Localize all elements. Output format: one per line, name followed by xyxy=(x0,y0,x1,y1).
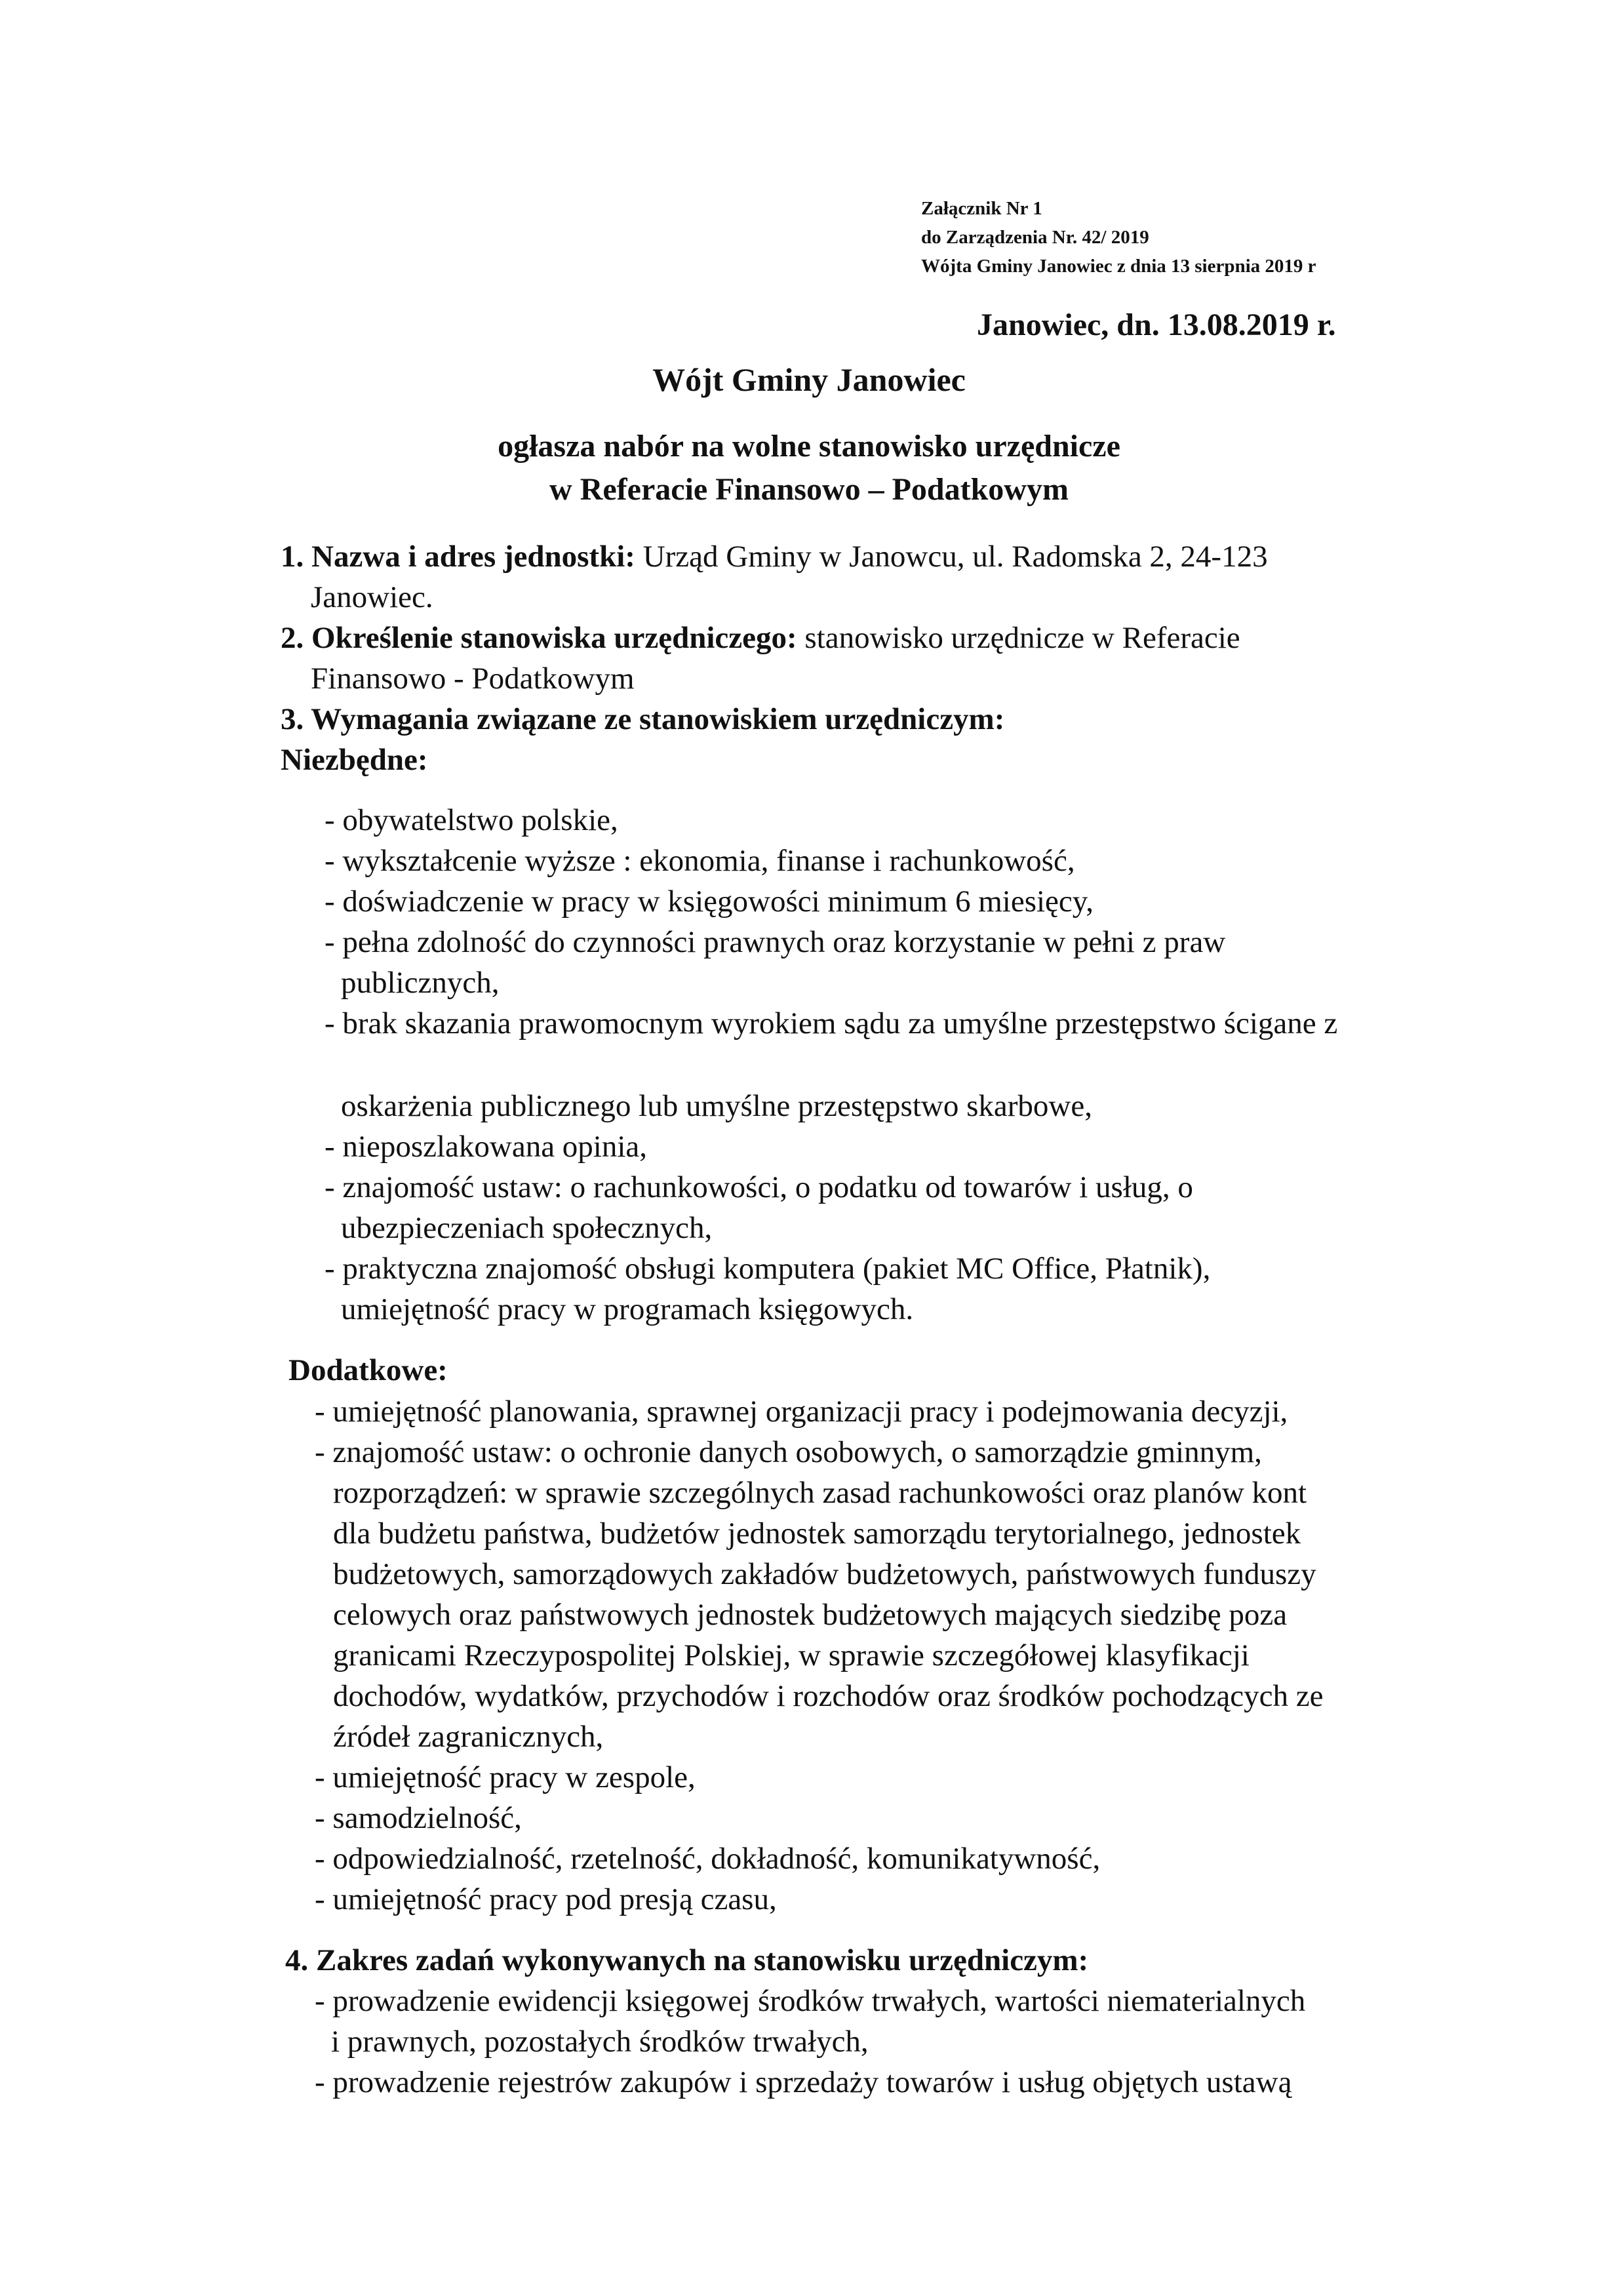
additional-item: - znajomość ustaw: o ochronie danych osobowych, o samorządzie gminnym, xyxy=(315,1435,1262,1469)
required-item: - znajomość ustaw: o rachunkowości, o podatku od towarów i usług, o xyxy=(325,1170,1193,1204)
attachment-note xyxy=(921,194,1316,281)
section-4-label: 4. Zakres zadań wykonywanych na stanowisku urzędniczym: xyxy=(285,1943,1089,1977)
required-item: - doświadczenie w pracy w księgowości minimum 6 miesięcy, xyxy=(325,884,1094,919)
section-1-text: Urząd Gminy w Janowcu, ul. Radomska 2, 24-123 xyxy=(635,540,1268,574)
required-item: - wykształcenie wyższe : ekonomia, finanse i rachunkowość, xyxy=(325,844,1075,878)
section-2-text: stanowisko urzędnicze w Referacie xyxy=(797,621,1240,655)
announcement-heading xyxy=(0,425,1618,511)
required-label: Niezbędne: xyxy=(281,743,428,777)
issuer-heading: Wójt Gminy Janowiec xyxy=(652,361,966,398)
additional-label: Dodatkowe: xyxy=(288,1353,448,1387)
additional-item-cont: budżetowych, samorządowych zakładów budżetowych, państwowych funduszy xyxy=(333,1557,1316,1591)
additional-item: - odpowiedzialność, rzetelność, dokładność, komunikatywność, xyxy=(315,1842,1101,1876)
required-item-cont: ubezpieczeniach społecznych, xyxy=(341,1211,713,1245)
section-2-line xyxy=(281,620,1240,656)
section-1-label: 1. Nazwa i adres jednostki: xyxy=(281,540,635,574)
additional-item: - umiejętność pracy w zespole, xyxy=(315,1760,696,1794)
task-item: - prowadzenie ewidencji księgowej środków trwałych, wartości niematerialnych xyxy=(315,1984,1306,2018)
additional-item-cont: celowych oraz państwowych jednostek budżetowych mających siedzibę poza xyxy=(333,1598,1288,1632)
section-2-text-cont: Finansowo - Podatkowym xyxy=(311,662,635,696)
section-3-label: 3. Wymagania związane ze stanowiskiem urzędniczym: xyxy=(281,702,1005,736)
attachment-line: do Zarządzenia Nr. 42/ 2019 xyxy=(921,227,1149,248)
additional-item: - umiejętność pracy pod presją czasu, xyxy=(315,1882,777,1916)
place-date: Janowiec, dn. 13.08.2019 r. xyxy=(977,307,1336,342)
attachment-line: Załącznik Nr 1 xyxy=(921,198,1042,219)
section-1-text-cont: Janowiec. xyxy=(311,580,433,614)
additional-item-cont: źródeł zagranicznych, xyxy=(333,1720,604,1754)
announcement-line: ogłasza nabór na wolne stanowisko urzędnicze xyxy=(498,429,1120,464)
required-item: - praktyczna znajomość obsługi komputera (pakiet MC Office, Płatnik), xyxy=(325,1252,1211,1286)
additional-item-cont: dla budżetu państwa, budżetów jednostek samorządu terytorialnego, jednostek xyxy=(333,1516,1301,1551)
section-2-label: 2. Określenie stanowiska urzędniczego: xyxy=(281,621,797,655)
section-1-line xyxy=(281,539,1268,574)
required-item: - brak skazania prawomocnym wyrokiem sądu za umyślne przestępstwo ścigane z xyxy=(325,1006,1338,1040)
additional-item-cont: dochodów, wydatków, przychodów i rozchodów oraz środków pochodzących ze xyxy=(333,1679,1324,1713)
additional-item: - umiejętność planowania, sprawnej organizacji pracy i podejmowania decyzji, xyxy=(315,1395,1288,1429)
task-item-cont: i prawnych, pozostałych środków trwałych, xyxy=(331,2025,869,2059)
additional-item-cont: rozporządzeń: w sprawie szczególnych zasad rachunkowości oraz planów kont xyxy=(333,1476,1307,1510)
required-item: - obywatelstwo polskie, xyxy=(325,803,618,837)
required-item-cont: umiejętność pracy w programach księgowych. xyxy=(341,1292,914,1326)
attachment-line: Wójta Gminy Janowiec z dnia 13 sierpnia 2019 r xyxy=(921,256,1316,277)
required-item-cont: oskarżenia publicznego lub umyślne przestępstwo skarbowe, xyxy=(341,1089,1092,1123)
announcement-line: w Referacie Finansowo – Podatkowym xyxy=(549,472,1069,507)
additional-item-cont: granicami Rzeczypospolitej Polskiej, w sprawie szczegółowej klasyfikacji xyxy=(333,1638,1250,1673)
required-item-cont: publicznych, xyxy=(341,966,500,1000)
task-item: - prowadzenie rejestrów zakupów i sprzedaży towarów i usług objętych ustawą xyxy=(315,2065,1292,2099)
required-item: - nieposzlakowana opinia, xyxy=(325,1130,648,1164)
required-item: - pełna zdolność do czynności prawnych oraz korzystanie w pełni z praw xyxy=(325,925,1226,959)
additional-item: - samodzielność, xyxy=(315,1801,522,1835)
